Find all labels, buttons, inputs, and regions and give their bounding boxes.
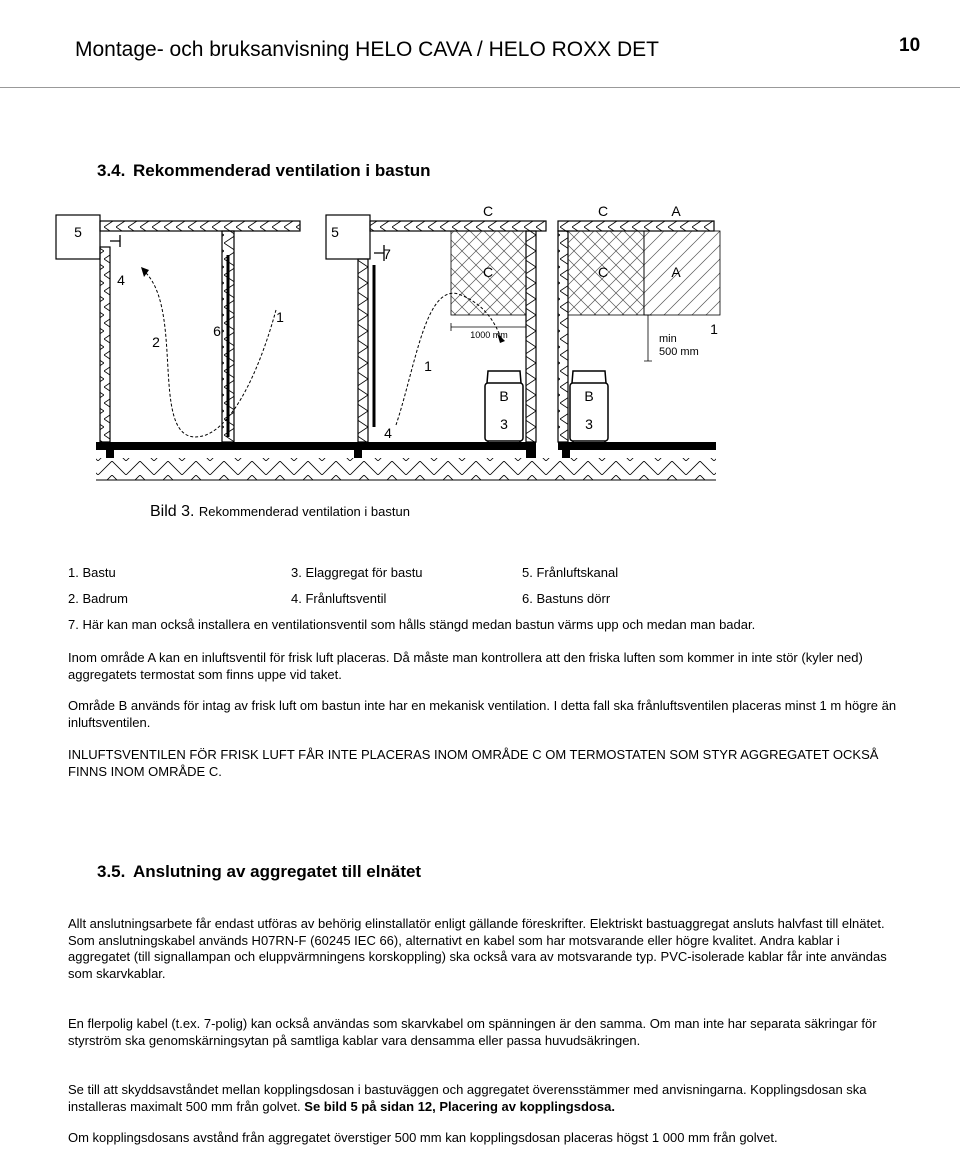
legend-item-3: 3. Elaggregat för bastu bbox=[291, 565, 423, 580]
label-c-zone-2: C bbox=[597, 264, 609, 280]
paragraph-zone-a: Inom område A kan en inluftsventil för frisk luft placeras. Då måste man kontrollera att den friska luften som kommer in inte stör (kyler ned) aggregatets termostat som finns uppe vid taket. bbox=[68, 650, 863, 682]
label-c-zone-1: C bbox=[482, 264, 494, 280]
caption-prefix: Bild 3. bbox=[150, 503, 195, 520]
label-1-right: 1 bbox=[710, 321, 718, 337]
figure-5-reference: Se bild 5 på sidan 12, Placering av kopplingsdosa. bbox=[304, 1098, 615, 1114]
legend-item-2: 2. Badrum bbox=[68, 591, 128, 606]
section-number: 3.5. bbox=[97, 862, 126, 881]
label-3-right: 3 bbox=[585, 416, 593, 432]
label-c-top-1: C bbox=[482, 203, 494, 219]
section-title: Anslutning av aggregatet till elnätet bbox=[133, 862, 422, 881]
section-heading-3-4 bbox=[97, 161, 431, 181]
label-b-right: B bbox=[584, 388, 594, 404]
header-divider bbox=[0, 87, 960, 88]
section-title: Rekommenderad ventilation i bastun bbox=[133, 161, 431, 180]
legend-item-1: 1. Bastu bbox=[68, 565, 116, 580]
label-5-left: 5 bbox=[74, 224, 82, 240]
label-a-zone: A bbox=[671, 264, 681, 280]
label-7: 7 bbox=[383, 246, 391, 262]
diagram-middle bbox=[326, 203, 546, 458]
ground-hatch bbox=[96, 458, 716, 480]
label-5-middle: 5 bbox=[331, 224, 339, 240]
section-heading-3-5 bbox=[97, 862, 421, 882]
label-1-left: 1 bbox=[276, 309, 284, 325]
label-4-middle: 4 bbox=[384, 425, 392, 441]
label-c-top-2: C bbox=[597, 203, 609, 219]
paragraph-junction-box bbox=[68, 1082, 898, 1115]
diagram-left bbox=[56, 215, 346, 458]
legend-item-5: 5. Frånluftskanal bbox=[522, 565, 619, 580]
paragraph-7: 7. Här kan man också installera en ventilationsventil som hålls stängd medan bastun värms upp och medan man badar. bbox=[68, 617, 756, 632]
label-2: 2 bbox=[152, 334, 160, 350]
paragraph-installation: Allt anslutningsarbete får endast utföras av behörig elinstallatör enligt gällande föreskrifter. Elektriskt bastuaggregat ansluts halvfast till elnätet. Som anslutningskabel används H07RN-F (60245 IEC 66), alternativt en kabel som har motsvarande eller högre kvalitet. Andra kablar i aggregatet (till signallampan och eluppvärmningens korskoppling) ska också vara av motsvarande typ. PVC-isolerade kablar får inte användas som skarvkablar. bbox=[68, 916, 887, 981]
paragraph-zone-c-warning: INLUFTSVENTILEN FÖR FRISK LUFT FÅR INTE PLACERAS INOM OMRÅDE C OM TERMOSTATEN SOM STYR AGGREGATET OCKSÅ FINNS INOM OMRÅDE C. bbox=[68, 747, 879, 779]
diagram-right bbox=[558, 203, 720, 458]
caption-text: Rekommenderad ventilation i bastun bbox=[198, 504, 410, 519]
label-4-left: 4 bbox=[117, 272, 125, 288]
document-title: Montage- och bruksanvisning HELO CAVA / HELO ROXX DET bbox=[75, 38, 659, 61]
paragraph-multipole-cable: En flerpolig kabel (t.ex. 7-polig) kan också användas som skarvkabel om spänningen är den samma. Om man inte har separata säkringar för styrström ska genomskärningsytan på samtliga kablar vara densamma eller passa huvudsäkringen. bbox=[68, 1016, 877, 1048]
label-1-middle: 1 bbox=[424, 358, 432, 374]
dimension-min: min bbox=[659, 333, 677, 345]
page-number: 10 bbox=[899, 35, 921, 56]
legend-item-4: 4. Frånluftsventil bbox=[291, 591, 387, 606]
label-6: 6 bbox=[213, 323, 221, 339]
dimension-500mm: 500 mm bbox=[659, 346, 699, 358]
label-3-middle: 3 bbox=[500, 416, 508, 432]
paragraph-junction-box-distance: Om kopplingsdosans avstånd från aggregatet överstiger 500 mm kan kopplingsdosan placeras högst 1 000 mm från golvet. bbox=[68, 1130, 778, 1145]
label-b-middle: B bbox=[499, 388, 509, 404]
paragraph-zone-b: Område B används för intag av frisk luft om bastun inte har en mekanisk ventilation. I detta fall ska frånluftsventilen placeras minst 1 m högre än inluftsventilen. bbox=[68, 698, 897, 730]
dimension-1000mm: 1000 mm bbox=[470, 330, 508, 340]
figure-caption bbox=[150, 503, 410, 521]
junction-box-text: Se till att skyddsavståndet mellan kopplingsdosan i bastuväggen och aggregatet överensstämmer med anvisningarna. Kopplingsdosan ska installeras maximalt 500 mm från golvet. bbox=[68, 1082, 867, 1114]
label-a-top: A bbox=[671, 203, 681, 219]
ventilation-diagram bbox=[56, 195, 716, 490]
section-number: 3.4. bbox=[97, 161, 126, 180]
legend-item-6: 6. Bastuns dörr bbox=[522, 591, 611, 606]
